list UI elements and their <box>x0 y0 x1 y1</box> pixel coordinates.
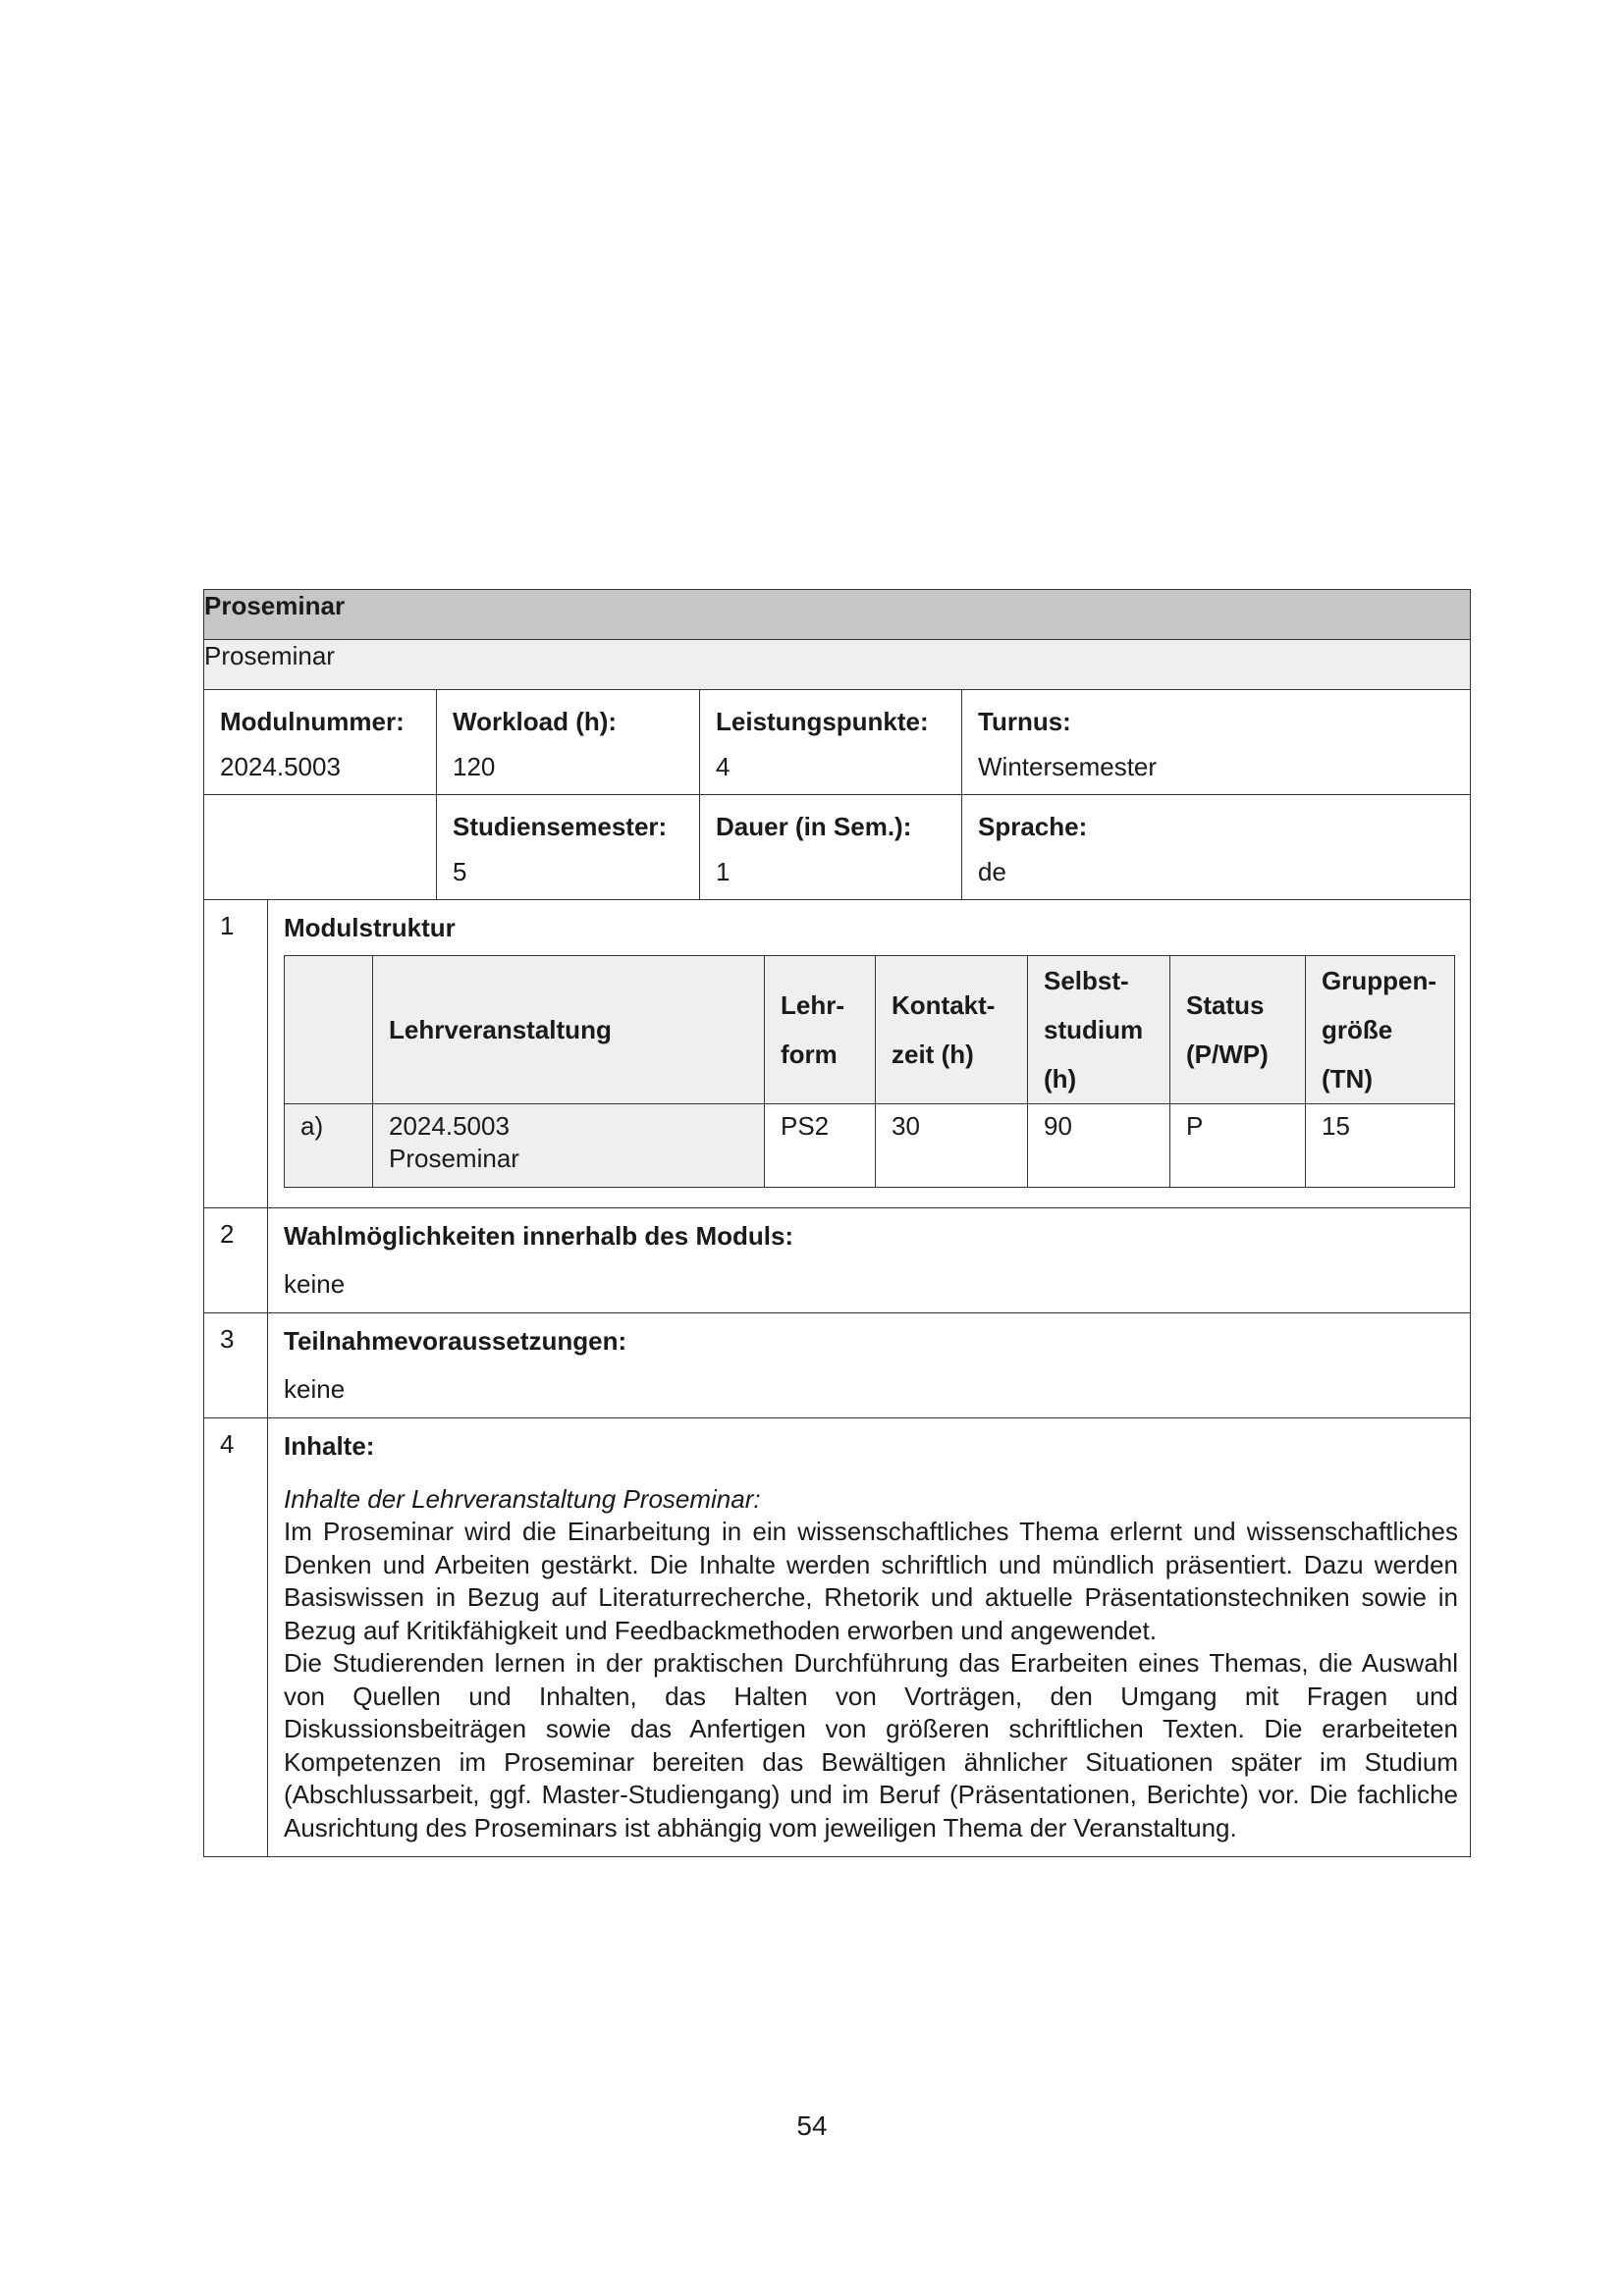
section-1-heading: Modulstruktur <box>284 913 456 942</box>
turnus-value: Wintersemester <box>978 752 1158 781</box>
section-3-number: 3 <box>204 1313 268 1418</box>
leistungspunkte-value: 4 <box>716 752 731 781</box>
row-selbststudium: 90 <box>1028 1104 1170 1188</box>
leistungspunkte-label: Leistungspunkte: <box>716 707 929 736</box>
modulstruktur-header-row <box>285 956 1455 1104</box>
row-gruppengroesse: 15 <box>1306 1104 1455 1188</box>
section-4-subheading: Inhalte der Lehrveranstaltung Proseminar: <box>284 1484 761 1514</box>
section-4-row <box>204 1418 1471 1857</box>
header-lehrform <box>765 956 876 1104</box>
header-status-line1: Status <box>1186 990 1265 1020</box>
header-lehrveranstaltung: Lehrveranstaltung <box>373 956 765 1104</box>
section-3-content <box>268 1313 1471 1418</box>
section-1-number: 1 <box>204 900 268 1208</box>
section-3-heading: Teilnahmevoraussetzungen: <box>284 1326 627 1356</box>
modulnummer-label: Modulnummer: <box>220 707 405 736</box>
modulstruktur-table <box>284 955 1455 1188</box>
workload-label: Workload (h): <box>453 707 618 736</box>
table-row <box>285 1104 1455 1188</box>
header-gruppengroesse-line2: größe <box>1322 1015 1393 1044</box>
workload-cell <box>437 690 700 795</box>
modulnummer-value: 2024.5003 <box>220 752 341 781</box>
turnus-cell <box>962 690 1471 795</box>
header-kontaktzeit-line2: zeit (h) <box>892 1040 974 1069</box>
section-2-content <box>268 1208 1471 1313</box>
sprache-cell <box>962 795 1471 900</box>
section-3-row <box>204 1313 1471 1418</box>
dauer-label: Dauer (in Sem.): <box>716 812 912 841</box>
row-course-name: Proseminar <box>389 1144 519 1173</box>
dauer-value: 1 <box>716 857 731 886</box>
header-selbststudium-line2: studium <box>1044 1015 1144 1044</box>
dauer-cell <box>700 795 962 900</box>
section-2-row <box>204 1208 1471 1313</box>
header-selbststudium <box>1028 956 1170 1104</box>
sprache-value: de <box>978 857 1006 886</box>
section-4-content <box>268 1418 1471 1857</box>
meta-row-1 <box>204 690 1471 795</box>
section-4-number: 4 <box>204 1418 268 1857</box>
module-description <box>203 589 1470 1857</box>
module-subtitle-row <box>204 640 1471 690</box>
section-2-number: 2 <box>204 1208 268 1313</box>
header-status <box>1170 956 1306 1104</box>
module-table <box>203 589 1471 1857</box>
row-status: P <box>1170 1104 1306 1188</box>
meta-row-2 <box>204 795 1471 900</box>
section-4-paragraph-2: Die Studierenden lernen in der praktischen Durchführung das Erarbeiten eines Themas, die Auswahl von Quellen und Inhalten, das Halten von Vorträgen, den Umgang mit Fragen und Diskussionsbeiträgen sowie das Anfertigen von größeren schriftlichen Texten. Die erarbeiteten Kompetenzen im Proseminar bereiten das Bewältigen ähnlicher Situationen später im Studium (Abschlussarbeit, ggf. Master-Studiengang) und im Beruf (Präsentationen, Berichte) vor. Die fachliche Ausrichtung des Proseminars ist abhängig vom jeweiligen Thema der Veranstaltung. <box>284 1648 1459 1842</box>
section-1-content <box>268 900 1471 1208</box>
row-course <box>373 1104 765 1188</box>
modulnummer-cell <box>204 690 437 795</box>
row-index: a) <box>285 1104 373 1188</box>
header-index-cell <box>285 956 373 1104</box>
header-selbststudium-line3: (h) <box>1044 1064 1077 1094</box>
studiensemester-value: 5 <box>453 857 467 886</box>
module-subtitle: Proseminar <box>204 640 1471 690</box>
leistungspunkte-cell <box>700 690 962 795</box>
page-number: 54 <box>796 2110 828 2141</box>
header-gruppengroesse <box>1306 956 1455 1104</box>
row-course-number: 2024.5003 <box>389 1111 510 1141</box>
section-3-text: keine <box>284 1374 346 1404</box>
module-title: Proseminar <box>204 590 1471 640</box>
workload-value: 120 <box>453 752 496 781</box>
studiensemester-label: Studiensemester: <box>453 812 668 841</box>
module-title-row <box>204 590 1471 640</box>
section-1-row <box>204 900 1471 1208</box>
sprache-label: Sprache: <box>978 812 1088 841</box>
row-kontaktzeit: 30 <box>876 1104 1028 1188</box>
header-gruppengroesse-line1: Gruppen- <box>1322 966 1436 995</box>
header-lehrform-line2: form <box>781 1040 838 1069</box>
header-kontaktzeit-line1: Kontakt- <box>892 990 996 1020</box>
header-lehrform-line1: Lehr- <box>781 990 844 1020</box>
header-kontaktzeit <box>876 956 1028 1104</box>
turnus-label: Turnus: <box>978 707 1071 736</box>
section-4-heading: Inhalte: <box>284 1431 375 1461</box>
empty-meta-cell <box>204 795 437 900</box>
header-status-line2: (P/WP) <box>1186 1040 1269 1069</box>
section-2-text: keine <box>284 1269 346 1299</box>
studiensemester-cell <box>437 795 700 900</box>
header-gruppengroesse-line3: (TN) <box>1322 1064 1373 1094</box>
row-lehrform: PS2 <box>765 1104 876 1188</box>
section-4-paragraph-1: Im Proseminar wird die Einarbeitung in ein wissenschaftliches Thema erlernt und wissenschaftliches Denken und Arbeiten gestärkt. Die Inhalte werden schriftlich und mündlich präsentiert. Dazu werden Basiswissen in Bezug auf Literaturrecherche, Rhetorik und aktuelle Präsentationstechniken sowie in Bezug auf Kritikfähigkeit und Feedbackmethoden erworben und angewendet. <box>284 1517 1459 1645</box>
section-2-heading: Wahlmöglichkeiten innerhalb des Moduls: <box>284 1221 794 1251</box>
header-selbststudium-line1: Selbst- <box>1044 966 1129 995</box>
